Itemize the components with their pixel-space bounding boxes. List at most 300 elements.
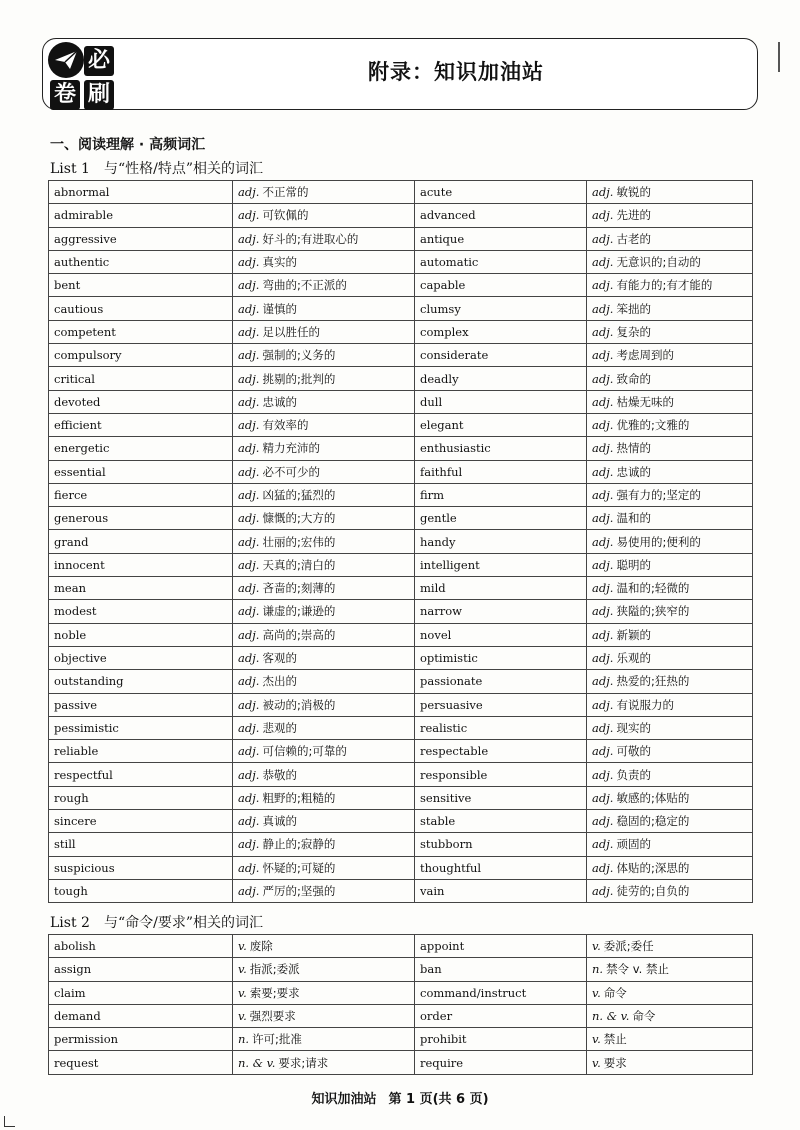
word-cell: essential (49, 460, 233, 483)
word-cell: thoughtful (415, 856, 587, 879)
word-cell: bent (49, 274, 233, 297)
table-row (49, 274, 753, 297)
word-cell: cautious (49, 297, 233, 320)
meaning-cell (233, 1051, 415, 1074)
meaning-cell (587, 600, 753, 623)
part-of-speech: adj. (238, 511, 260, 526)
part-of-speech: adj. (238, 324, 260, 339)
definition: 委派;委任 (603, 939, 654, 954)
list1-heading (50, 158, 263, 178)
meaning-cell (233, 716, 415, 739)
part-of-speech: adj. (592, 208, 614, 223)
part-of-speech: adj. (238, 767, 260, 782)
definition: 可钦佩的 (262, 208, 309, 223)
definition: 精力充沛的 (262, 441, 320, 456)
table-row (49, 740, 753, 763)
definition: 强有力的;坚定的 (616, 488, 701, 502)
definition: 废除 (249, 939, 273, 954)
definition: 徒劳的;自负的 (616, 884, 690, 899)
table-row (49, 530, 753, 553)
meaning-cell (587, 833, 753, 856)
part-of-speech: adj. (592, 720, 614, 735)
part-of-speech: adj. (592, 418, 614, 433)
meaning-cell (587, 250, 753, 273)
meaning-cell (587, 810, 753, 833)
definition: 狭隘的;狭窄的 (616, 604, 690, 619)
definition: 新颖的 (616, 627, 651, 642)
table-row (49, 437, 753, 460)
definition: 乐观的 (616, 651, 651, 666)
meaning-cell (233, 1028, 415, 1051)
meaning-cell (587, 646, 753, 669)
part-of-speech: adj. (592, 581, 614, 596)
part-of-speech: adj. (238, 231, 260, 246)
word-cell: passive (49, 693, 233, 716)
definition: 谨慎的 (262, 301, 297, 316)
table-row (49, 553, 753, 576)
word-cell: objective (49, 646, 233, 669)
word-cell: demand (49, 1004, 233, 1027)
part-of-speech: adj. (592, 255, 614, 270)
word-cell: respectable (415, 740, 587, 763)
definition: 静止的;寂静的 (262, 837, 336, 852)
table-row (49, 935, 753, 958)
definition: 弯曲的;不正派的 (262, 278, 347, 293)
table-row (49, 413, 753, 436)
word-cell: outstanding (49, 670, 233, 693)
logo-char-2: 卷 (50, 80, 80, 110)
meaning-cell (587, 670, 753, 693)
part-of-speech: adj. (592, 324, 614, 339)
meaning-cell (587, 367, 753, 390)
part-of-speech: v. (592, 985, 601, 1000)
part-of-speech: adj. (592, 837, 614, 852)
word-cell: sensitive (415, 786, 587, 809)
table-row (49, 981, 753, 1004)
part-of-speech: adj. (238, 790, 260, 805)
meaning-cell (587, 856, 753, 879)
meaning-cell (587, 320, 753, 343)
part-of-speech: adj. (592, 441, 614, 456)
part-of-speech: adj. (592, 697, 614, 712)
definition: 指派;委派 (249, 962, 300, 977)
meaning-cell (587, 623, 753, 646)
list2-number: List 2 (50, 915, 90, 931)
word-cell: order (415, 1004, 587, 1027)
table-row (49, 181, 753, 204)
part-of-speech: adj. (238, 627, 260, 642)
definition: 顽固的 (616, 837, 651, 852)
definition: 禁令 v. 禁止 (606, 962, 669, 977)
definition: 命令 (603, 985, 627, 1000)
meaning-cell (587, 390, 753, 413)
word-cell: stable (415, 810, 587, 833)
table-row (49, 1028, 753, 1051)
definition: 忠诚的 (616, 464, 651, 479)
word-cell: handy (415, 530, 587, 553)
word-cell: stubborn (415, 833, 587, 856)
meaning-cell (233, 297, 415, 320)
part-of-speech: adj. (592, 814, 614, 829)
definition: 优雅的;文雅的 (616, 418, 690, 433)
definition: 命令 (632, 1009, 656, 1024)
logo-char-1: 必 (84, 46, 114, 76)
part-of-speech: adj. (592, 534, 614, 549)
part-of-speech: v. (238, 985, 247, 1000)
word-cell: pessimistic (49, 716, 233, 739)
definition: 可信赖的;可靠的 (262, 744, 347, 759)
meaning-cell (587, 553, 753, 576)
definition: 敏锐的 (616, 185, 651, 200)
table-row (49, 297, 753, 320)
word-cell: prohibit (415, 1028, 587, 1051)
meaning-cell (587, 1051, 753, 1074)
definition: 强烈要求 (249, 1009, 296, 1024)
definition: 无意识的;自动的 (616, 255, 701, 270)
list2-heading (50, 912, 263, 932)
meaning-cell (233, 437, 415, 460)
word-cell: permission (49, 1028, 233, 1051)
part-of-speech: v. (238, 939, 247, 954)
part-of-speech: adj. (592, 604, 614, 619)
definition: 复杂的 (616, 324, 651, 339)
word-cell: intelligent (415, 553, 587, 576)
meaning-cell (233, 958, 415, 981)
table-row (49, 367, 753, 390)
table-row (49, 204, 753, 227)
meaning-cell (233, 693, 415, 716)
part-of-speech: adj. (238, 744, 260, 759)
definition: 聪明的 (616, 557, 651, 572)
meaning-cell (233, 879, 415, 902)
part-of-speech: adj. (238, 697, 260, 712)
footer-page: 第 1 页(共 6 页) (388, 1092, 489, 1107)
meaning-cell (587, 437, 753, 460)
part-of-speech: v. (238, 1009, 247, 1024)
meaning-cell (587, 577, 753, 600)
meaning-cell (233, 763, 415, 786)
table-row (49, 879, 753, 902)
logo (48, 42, 114, 110)
part-of-speech: adj. (238, 884, 260, 899)
meaning-cell (233, 320, 415, 343)
word-cell: innocent (49, 553, 233, 576)
part-of-speech: adj. (238, 394, 260, 409)
word-cell: passionate (415, 670, 587, 693)
word-cell: modest (49, 600, 233, 623)
definition: 怀疑的;可疑的 (262, 860, 336, 875)
meaning-cell (233, 810, 415, 833)
part-of-speech: adj. (592, 744, 614, 759)
meaning-cell (233, 981, 415, 1004)
table-row (49, 600, 753, 623)
meaning-cell (587, 530, 753, 553)
word-cell: noble (49, 623, 233, 646)
word-cell: still (49, 833, 233, 856)
table-row (49, 507, 753, 530)
definition: 负责的 (616, 767, 651, 782)
logo-char-3: 刷 (84, 80, 114, 110)
table-row (49, 833, 753, 856)
footer-name: 知识加油站 (311, 1092, 377, 1107)
word-cell: sincere (49, 810, 233, 833)
word-cell: devoted (49, 390, 233, 413)
definition: 要求 (603, 1055, 627, 1070)
table-row (49, 390, 753, 413)
part-of-speech: n. (238, 1032, 250, 1047)
meaning-cell (233, 833, 415, 856)
definition: 天真的;清白的 (262, 557, 336, 572)
part-of-speech: n. (592, 962, 604, 977)
part-of-speech: adj. (238, 255, 260, 270)
definition: 好斗的;有进取心的 (262, 231, 359, 246)
meaning-cell (233, 250, 415, 273)
part-of-speech: adj. (592, 231, 614, 246)
meaning-cell (233, 344, 415, 367)
word-cell: optimistic (415, 646, 587, 669)
meaning-cell (233, 577, 415, 600)
meaning-cell (587, 879, 753, 902)
definition: 要求;请求 (278, 1055, 329, 1070)
definition: 足以胜任的 (262, 324, 320, 339)
table-row (49, 958, 753, 981)
definition: 可敬的 (616, 744, 651, 759)
page-footer (0, 1088, 800, 1107)
meaning-cell (587, 981, 753, 1004)
word-cell: novel (415, 623, 587, 646)
meaning-cell (587, 274, 753, 297)
definition: 壮丽的;宏伟的 (262, 534, 336, 549)
meaning-cell (233, 646, 415, 669)
word-cell: advanced (415, 204, 587, 227)
meaning-cell (587, 786, 753, 809)
definition: 有能力的;有才能的 (616, 278, 713, 293)
definition: 考虑周到的 (616, 348, 674, 363)
table-row (49, 1004, 753, 1027)
meaning-cell (233, 856, 415, 879)
part-of-speech: adj. (592, 185, 614, 200)
table-row (49, 1051, 753, 1074)
definition: 被动的;消极的 (262, 697, 336, 712)
meaning-cell (587, 935, 753, 958)
table-row (49, 763, 753, 786)
definition: 不正常的 (262, 185, 309, 200)
table-row (49, 344, 753, 367)
table-row (49, 623, 753, 646)
meaning-cell (587, 344, 753, 367)
meaning-cell (587, 227, 753, 250)
meaning-cell (587, 763, 753, 786)
word-cell: mean (49, 577, 233, 600)
definition: 挑剔的;批判的 (262, 371, 336, 386)
table-row (49, 460, 753, 483)
meaning-cell (587, 716, 753, 739)
part-of-speech: adj. (592, 394, 614, 409)
word-cell: automatic (415, 250, 587, 273)
part-of-speech: adj. (238, 581, 260, 596)
meaning-cell (587, 1004, 753, 1027)
definition: 温和的;轻微的 (616, 581, 690, 596)
word-cell: abnormal (49, 181, 233, 204)
part-of-speech: v. (238, 962, 247, 977)
meaning-cell (587, 483, 753, 506)
word-cell: deadly (415, 367, 587, 390)
part-of-speech: adj. (592, 674, 614, 689)
word-cell: complex (415, 320, 587, 343)
definition: 索要;要求 (249, 985, 300, 1000)
definition: 强制的;义务的 (262, 348, 336, 363)
word-cell: command/instruct (415, 981, 587, 1004)
paper-plane-icon (48, 42, 84, 78)
definition: 粗野的;粗糙的 (262, 790, 336, 805)
part-of-speech: adj. (238, 371, 260, 386)
page-title: 附录：知识加油站 (368, 60, 544, 84)
word-cell: vain (415, 879, 587, 902)
word-cell: assign (49, 958, 233, 981)
list1-number: List 1 (50, 161, 90, 177)
meaning-cell (233, 600, 415, 623)
meaning-cell (233, 553, 415, 576)
meaning-cell (587, 958, 753, 981)
word-cell: clumsy (415, 297, 587, 320)
part-of-speech: v. (592, 1055, 601, 1070)
list2-title: 与“命令/要求”相关的词汇 (103, 915, 263, 931)
meaning-cell (587, 413, 753, 436)
meaning-cell (233, 413, 415, 436)
table-row (49, 670, 753, 693)
word-cell: fierce (49, 483, 233, 506)
definition: 悲观的 (262, 720, 297, 735)
part-of-speech: adj. (238, 651, 260, 666)
word-cell: realistic (415, 716, 587, 739)
word-cell: competent (49, 320, 233, 343)
word-cell: capable (415, 274, 587, 297)
meaning-cell (233, 1004, 415, 1027)
meaning-cell (233, 935, 415, 958)
word-cell: appoint (415, 935, 587, 958)
part-of-speech: adj. (592, 488, 614, 502)
part-of-speech: adj. (592, 348, 614, 363)
table-row (49, 483, 753, 506)
meaning-cell (587, 297, 753, 320)
part-of-speech: adj. (238, 348, 260, 363)
definition: 现实的 (616, 720, 651, 735)
definition: 体贴的;深思的 (616, 860, 690, 875)
meaning-cell (233, 460, 415, 483)
table-row (49, 716, 753, 739)
definition: 致命的 (616, 371, 651, 386)
meaning-cell (233, 181, 415, 204)
definition: 恭敬的 (262, 767, 297, 782)
word-cell: mild (415, 577, 587, 600)
word-cell: critical (49, 367, 233, 390)
table-row (49, 250, 753, 273)
list1-title: 与“性格/特点”相关的词汇 (103, 161, 263, 177)
word-cell: tough (49, 879, 233, 902)
part-of-speech: adj. (238, 464, 260, 479)
word-cell: ban (415, 958, 587, 981)
definition: 易使用的;便利的 (616, 534, 701, 549)
part-of-speech: adj. (238, 720, 260, 735)
meaning-cell (233, 274, 415, 297)
part-of-speech: adj. (238, 208, 260, 223)
word-cell: authentic (49, 250, 233, 273)
word-cell: faithful (415, 460, 587, 483)
part-of-speech: adj. (238, 488, 260, 502)
part-of-speech: adj. (238, 441, 260, 456)
definition: 吝啬的;刻薄的 (262, 581, 336, 596)
word-cell: generous (49, 507, 233, 530)
definition: 杰出的 (262, 674, 297, 689)
part-of-speech: adj. (592, 790, 614, 805)
definition: 禁止 (603, 1032, 627, 1047)
part-of-speech: adj. (238, 604, 260, 619)
part-of-speech: adj. (592, 767, 614, 782)
word-cell: require (415, 1051, 587, 1074)
meaning-cell (233, 483, 415, 506)
definition: 稳固的;稳定的 (616, 814, 690, 829)
definition: 凶猛的;猛烈的 (262, 488, 336, 502)
word-cell: persuasive (415, 693, 587, 716)
part-of-speech: n. & v. (238, 1055, 276, 1070)
meaning-cell (233, 367, 415, 390)
word-cell: narrow (415, 600, 587, 623)
part-of-speech: n. & v. (592, 1009, 630, 1024)
part-of-speech: adj. (238, 301, 260, 316)
definition: 高尚的;崇高的 (262, 627, 336, 642)
definition: 慷慨的;大方的 (262, 511, 336, 526)
word-cell: acute (415, 181, 587, 204)
word-cell: aggressive (49, 227, 233, 250)
part-of-speech: adj. (592, 651, 614, 666)
meaning-cell (233, 507, 415, 530)
corner-mark (4, 1116, 15, 1127)
meaning-cell (587, 740, 753, 763)
definition: 热爱的;狂热的 (616, 674, 690, 689)
part-of-speech: adj. (238, 534, 260, 549)
table-row (49, 786, 753, 809)
part-of-speech: adj. (592, 511, 614, 526)
word-cell: firm (415, 483, 587, 506)
meaning-cell (233, 227, 415, 250)
definition: 许可;批准 (252, 1032, 302, 1047)
word-cell: respectful (49, 763, 233, 786)
part-of-speech: adj. (592, 627, 614, 642)
word-cell: claim (49, 981, 233, 1004)
part-of-speech: adj. (238, 860, 260, 875)
definition: 笨拙的 (616, 301, 651, 316)
definition: 枯燥无味的 (616, 394, 674, 409)
part-of-speech: v. (592, 1032, 601, 1047)
meaning-cell (233, 623, 415, 646)
word-cell: elegant (415, 413, 587, 436)
part-of-speech: adj. (592, 301, 614, 316)
margin-mark (778, 42, 780, 72)
part-of-speech: adj. (592, 371, 614, 386)
word-cell: dull (415, 390, 587, 413)
table-row (49, 810, 753, 833)
meaning-cell (233, 786, 415, 809)
definition: 严厉的;坚强的 (262, 884, 336, 899)
definition: 古老的 (616, 231, 651, 246)
part-of-speech: adj. (238, 418, 260, 433)
word-cell: antique (415, 227, 587, 250)
table-row (49, 646, 753, 669)
word-cell: grand (49, 530, 233, 553)
word-cell: reliable (49, 740, 233, 763)
definition: 温和的 (616, 511, 651, 526)
table-row (49, 693, 753, 716)
